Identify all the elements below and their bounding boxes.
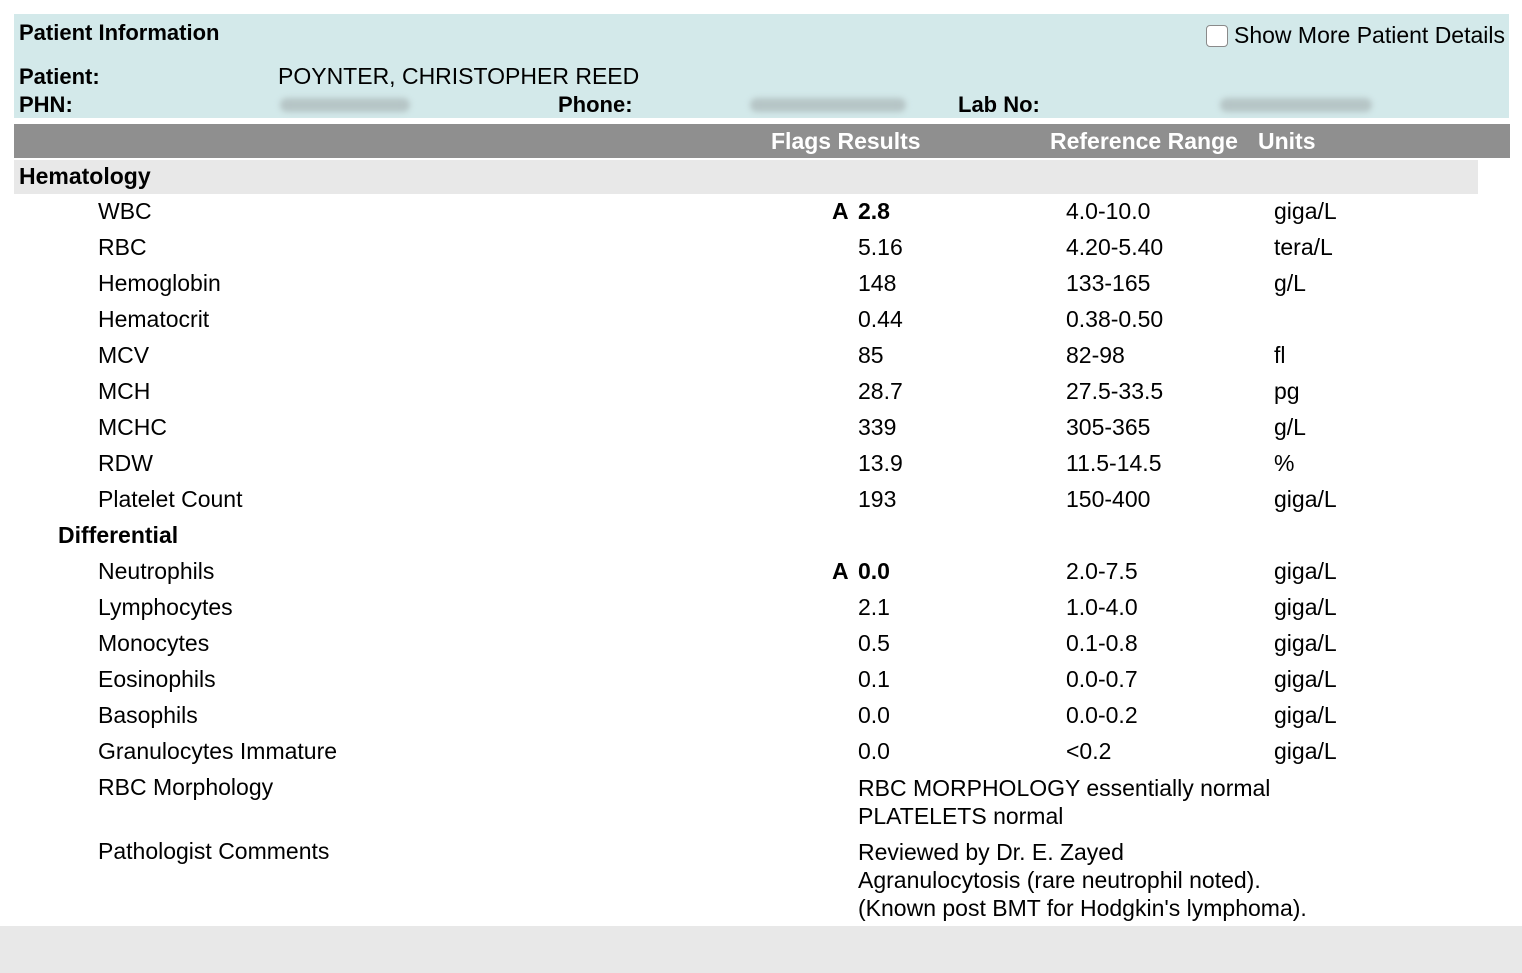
phone-redacted: [750, 98, 906, 112]
result-row: [0, 734, 1522, 770]
test-result: 2.1: [858, 594, 890, 620]
units: giga/L: [1274, 630, 1337, 656]
test-name: WBC: [98, 198, 152, 224]
test-result: 13.9: [858, 450, 903, 476]
result-row: [0, 302, 1522, 338]
units: fl: [1274, 342, 1286, 368]
result-row: [0, 554, 1522, 590]
result-row: [0, 410, 1522, 446]
test-name: Platelet Count: [98, 486, 243, 512]
reference-range: 133-165: [1066, 270, 1151, 296]
reference-range: 0.1-0.8: [1066, 630, 1138, 656]
section-title: Hematology: [19, 163, 151, 189]
col-units: Units: [1258, 128, 1316, 154]
test-name: MCH: [98, 378, 151, 404]
comment-row-rbc-morphology: [0, 774, 1522, 830]
units: %: [1274, 450, 1295, 476]
abnormal-flag: A: [832, 558, 849, 584]
test-name: MCV: [98, 342, 150, 368]
result-row: [0, 446, 1522, 482]
show-more-checkbox[interactable]: [1206, 25, 1228, 47]
reference-range: 0.0-0.2: [1066, 702, 1138, 728]
patient-name: POYNTER, CHRISTOPHER REED: [278, 63, 640, 89]
comment-row-pathologist: [0, 838, 1522, 922]
patient-label: Patient:: [19, 64, 100, 89]
test-name: Monocytes: [98, 630, 210, 656]
result-row: [0, 698, 1522, 734]
result-row: [0, 266, 1522, 302]
result-row: [0, 626, 1522, 662]
lab-no-label: Lab No:: [958, 92, 1040, 117]
test-name: Lymphocytes: [98, 594, 233, 620]
col-reference-range: Reference Range: [1050, 128, 1238, 154]
test-name: Granulocytes Immature: [98, 738, 338, 764]
patient-info-body: [14, 62, 1509, 118]
reference-range: 0.0-0.7: [1066, 666, 1138, 692]
units: tera/L: [1274, 234, 1333, 260]
subsection-differential: Differential: [58, 522, 179, 548]
reference-range: 27.5-33.5: [1066, 378, 1164, 404]
comment-line: (Known post BMT for Hodgkin's lymphoma).: [858, 895, 1307, 921]
units: giga/L: [1274, 486, 1337, 512]
units: giga/L: [1274, 594, 1337, 620]
units: pg: [1274, 378, 1300, 404]
test-result: 0.44: [858, 306, 903, 332]
reference-range: 0.38-0.50: [1066, 306, 1164, 332]
reference-range: 82-98: [1066, 342, 1125, 368]
test-result: 0.5: [858, 630, 890, 656]
patient-info-header: [14, 14, 1509, 63]
comment-line: PLATELETS normal: [858, 803, 1064, 829]
test-name: Hemoglobin: [98, 270, 221, 296]
results-column-header: [14, 124, 1510, 158]
units: giga/L: [1274, 702, 1337, 728]
units: g/L: [1274, 270, 1306, 296]
units: giga/L: [1274, 666, 1337, 692]
comment-text: [858, 774, 1270, 830]
test-name: RDW: [98, 450, 153, 476]
patient-info-title: Patient Information: [19, 20, 220, 45]
reference-range: <0.2: [1066, 738, 1112, 764]
comment-line: RBC MORPHOLOGY essentially normal: [858, 775, 1271, 801]
units: giga/L: [1274, 198, 1337, 224]
units: giga/L: [1274, 558, 1337, 584]
test-name: Basophils: [98, 702, 198, 728]
comment-name: Pathologist Comments: [98, 838, 330, 864]
comment-line: Reviewed by Dr. E. Zayed: [858, 839, 1124, 865]
test-result: 2.8: [858, 198, 890, 224]
test-result: 339: [858, 414, 897, 440]
test-result: 148: [858, 270, 897, 296]
reference-range: 1.0-4.0: [1066, 594, 1138, 620]
phn-redacted: [280, 98, 410, 112]
result-row: [0, 374, 1522, 410]
result-row: [0, 482, 1522, 518]
show-more-details-toggle[interactable]: [1206, 22, 1505, 49]
units: g/L: [1274, 414, 1306, 440]
section-hematology: [14, 160, 1478, 194]
comment-name: RBC Morphology: [98, 774, 274, 800]
test-name: Hematocrit: [98, 306, 210, 332]
test-result: 0.0: [858, 702, 890, 728]
show-more-label: Show More Patient Details: [1233, 22, 1505, 48]
footer-bar: [0, 926, 1522, 973]
lab-no-redacted: [1220, 98, 1372, 112]
phone-label: Phone:: [558, 92, 633, 117]
result-row: [0, 590, 1522, 626]
test-result: 193: [858, 486, 897, 512]
abnormal-flag: A: [832, 198, 849, 224]
result-row: [0, 662, 1522, 698]
reference-range: 4.20-5.40: [1066, 234, 1164, 260]
result-row: [0, 338, 1522, 374]
units: giga/L: [1274, 738, 1337, 764]
reference-range: 150-400: [1066, 486, 1151, 512]
test-result: 85: [858, 342, 884, 368]
col-flags-results: Flags Results: [771, 128, 921, 154]
result-row: [0, 194, 1522, 230]
phn-label: PHN:: [19, 92, 73, 117]
reference-range: 11.5-14.5: [1066, 450, 1162, 476]
comment-line: Agranulocytosis (rare neutrophil noted).: [858, 867, 1261, 893]
test-result: 0.0: [858, 738, 890, 764]
reference-range: 2.0-7.5: [1066, 558, 1138, 584]
comment-text: [858, 838, 1307, 922]
test-name: MCHC: [98, 414, 167, 440]
reference-range: 305-365: [1066, 414, 1151, 440]
test-name: RBC: [98, 234, 147, 260]
test-result: 0.0: [858, 558, 890, 584]
test-name: Neutrophils: [98, 558, 215, 584]
reference-range: 4.0-10.0: [1066, 198, 1151, 224]
result-row: [0, 230, 1522, 266]
test-result: 28.7: [858, 378, 903, 404]
test-name: Eosinophils: [98, 666, 216, 692]
test-result: 5.16: [858, 234, 903, 260]
test-result: 0.1: [858, 666, 890, 692]
